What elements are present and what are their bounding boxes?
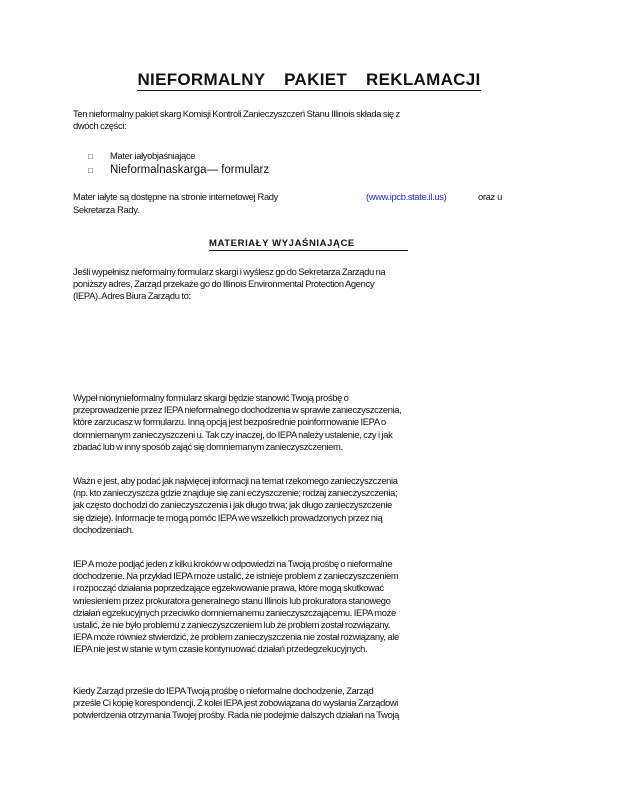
intro-line: dwóch części: [73,120,127,132]
paragraph-line: które zarzucasz w formularzu. Inną opcją jest bezpośrednie poinformowanie IEPA o [73,416,386,428]
paragraph-line: potwierdzenia otrzymania Twojej prośby. Rada nie podejmie dalszych działań na Twoją [73,709,400,721]
availability-text: Mater iałyte są dostępne na stronie internetowej Rady [73,191,279,202]
paragraph-line: Jeśli wypełnisz nieformalny formularz skargi i wyślesz go do Sekretarza Zarządu na [73,266,386,277]
checkbox-bullet-icon: □ [88,152,93,161]
paragraph-line: dochodzenie. Na przykład IEPA może ustalić, że istnieje problem z zanieczyszczeniem [73,570,399,582]
paragraph-line: IEPA może również stwierdzić, że problem zanieczyszczenia nie został rozwiązany, ale [73,631,399,643]
paragraph-line: poniższy adres, Zarząd przekaże go do Illinois Environmental Protection Agency [73,278,375,290]
paragraph-line: IEPA nie jest w stanie w tym czasie kontynuować działań przedegzekucyjnych. [73,643,368,655]
paragraph-line: ustalić, że nie było problemu z zanieczyszczeniem lub że problem został rozwiązany. [73,619,390,631]
paragraph-information [73,475,513,536]
contents-list [88,150,269,178]
paragraph-line: IEP A może podjąć jeden z kilku kroków w odpowiedzi na Twoją prośbę o nieformalne [73,558,393,569]
availability-paragraph [73,191,513,216]
paragraph-line: Wypeł nionynieformalny formularz skargi będzie stanowić Twoją prośbę o [73,392,349,403]
paragraph-line: się dzieje). Informacje te mogą pomóc IEPA we wszelkich prowadzonych przez nią [73,511,383,523]
paragraph-iepa-steps [73,558,513,656]
paragraph-line: przeprowadzenie przez IEPA nieformalnego dochodzenia w sprawie zanieczyszczenia, [73,404,402,416]
section-heading: MATERIAŁY WYJAŚNIAJĄCE [209,238,408,251]
paragraph-line: jak często dochodzi do zanieczyszczenia i jak długo trwa; jak długo zanieczyszczenie [73,499,392,511]
paragraph-line: działań egzekucyjnych przeciwko domniemanemu zanieczyszczającemu. IEPA może [73,606,396,618]
paragraph-line: prześle Ci kopię korespondencji. Z kolei IEPA jest zobowiązana do wysłania Zarządowi [73,697,399,709]
paragraph-line: zbadać lub w inny sposób zająć się domniemanym zanieczyszczeniem. [73,440,343,452]
paragraph-request [73,392,513,453]
availability-text-tail: oraz u [478,191,502,202]
paragraph-line: wniesieniem przez prokuratora generalnego stanu Illinois lub prokuratora stanowego [73,594,391,606]
intro-line: Ten nieformalny pakiet skarg Komisji Kontroli Zanieczyszczeń Stanu Illinois składa się z [73,108,400,119]
paragraph-line: (IEPA). Adres Biura Zarządu to: [73,290,191,302]
board-website-link[interactable]: (www.ipcb.state.il.us) [366,191,447,202]
paragraph-correspondence [73,685,513,722]
paragraph-line: (np. kto zanieczyszcza gdzie znajduje się zani eczyszczenie; rodzaj zanieczyszczenia; [73,487,398,499]
list-item [88,164,269,178]
paragraph-line: i rozpocząć działania poprzedzające egzekwowanie prawa, które mogą skutkować [73,582,384,594]
list-item [88,150,269,164]
paragraph-line: Ważn e jest, aby podać jak najwięcej informacji na temat rzekomego zanieczyszczenia [73,475,398,486]
paragraph-submission [73,266,513,303]
list-item-label: Mater iałyobjaśniające [110,150,196,161]
list-item-label: Nieformalnaskarga— formularz [110,164,270,176]
paragraph-line: Kiedy Zarząd prześle do IEPA Twoją prośbę o nieformalne dochodzenie, Zarząd [73,685,374,696]
paragraph-line: domniemanym zanieczyszczeni u. Tak czy inaczej, do IEPA należy ustalenie, czy i jak [73,428,393,440]
intro-paragraph [73,108,513,132]
availability-line: Sekretarza Rady. [73,203,140,215]
paragraph-line: dochodzeniach. [73,523,134,535]
document-title: NIEFORMALNY PAKIET REKLAMACJI [137,70,481,89]
checkbox-bullet-icon: □ [88,166,93,175]
